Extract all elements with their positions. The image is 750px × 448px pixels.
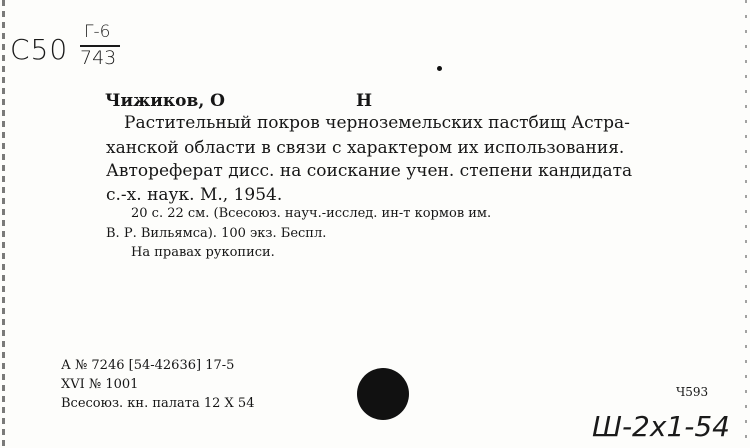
details-line-3: На правах рукописи. xyxy=(131,245,275,260)
ink-speck xyxy=(437,66,442,71)
title-line-1: Растительный покров черноземельских пастбищ Астра- xyxy=(124,113,630,133)
punch-hole xyxy=(357,368,409,420)
title-line-2: ханской области в связи с характером их использования. xyxy=(106,138,625,158)
handwritten-note: Ш-2х1-54 xyxy=(592,410,730,443)
details-line-1: 20 с. 22 см. (Всесоюз. науч.-исслед. ин-т кормов им. xyxy=(131,206,492,221)
author-initial: Н xyxy=(356,91,373,111)
card-right-edge xyxy=(745,0,747,448)
card-left-edge xyxy=(2,0,5,448)
title-line-4: с.-х. наук. М., 1954. xyxy=(106,185,283,205)
call-number-top: Г-6 xyxy=(84,22,111,42)
stamp-code: Ч593 xyxy=(676,385,709,399)
call-number-bottom: 743 xyxy=(80,47,117,69)
registry-line-3: Всесоюз. кн. палата 12 X 54 xyxy=(61,396,255,411)
registry-line-2: XVI № 1001 xyxy=(61,377,139,392)
registry-line-1: А № 7246 [54-42636] 17-5 xyxy=(61,358,235,373)
call-number-prefix: C50 xyxy=(10,33,69,66)
author-name: Чижиков, О xyxy=(105,91,225,111)
details-line-2: В. Р. Вильямса). 100 экз. Беспл. xyxy=(106,226,327,241)
title-line-3: Автореферат дисс. на соискание учен. степени кандидата xyxy=(106,161,633,181)
